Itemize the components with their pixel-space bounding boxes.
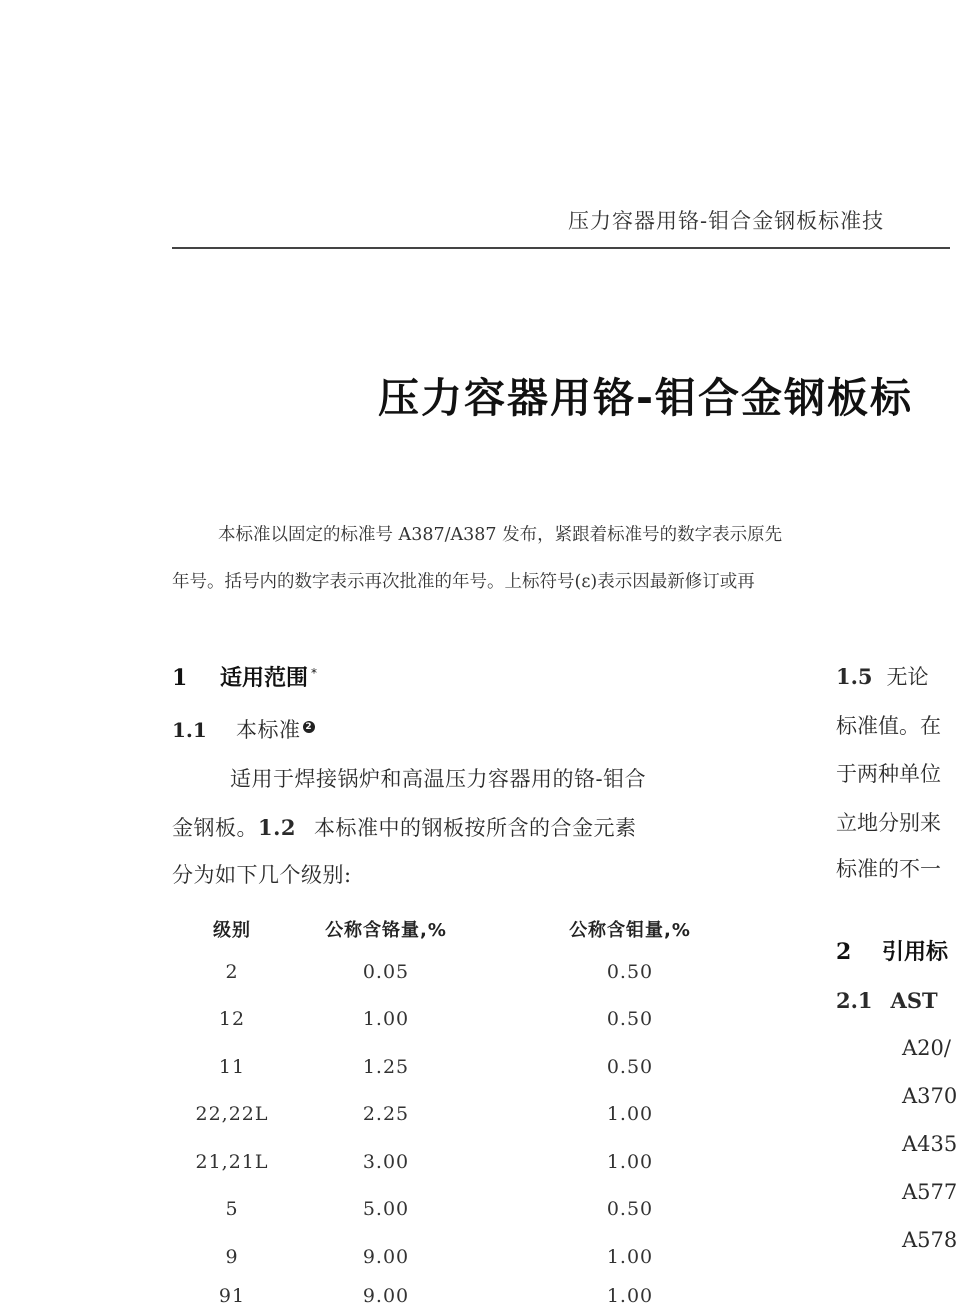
para-line-1: 适用于焊接锅炉和高温压力容器用的铬-钼合: [230, 767, 647, 791]
subsection-1-2-number: 1.2: [258, 815, 297, 840]
table-row: [172, 1043, 780, 1091]
section-title: 引用标: [882, 940, 949, 965]
table-row: [172, 1186, 780, 1234]
grades-table: [172, 910, 780, 1311]
cell-molybdenum: 0.50: [606, 1198, 654, 1221]
cell-grade: 91: [218, 1284, 246, 1307]
subsection-text: 无论: [886, 665, 929, 689]
right-line-4: 立地分别来: [836, 811, 941, 835]
cell-molybdenum: 1.00: [606, 1150, 654, 1173]
reference-item: A577: [902, 1180, 957, 1204]
section-2-heading: [836, 935, 948, 966]
section-1-heading: [172, 661, 317, 692]
section-title: 适用范围: [220, 666, 309, 691]
subsection-number: 1.5: [836, 664, 873, 689]
table-row: [172, 1281, 780, 1311]
cell-grade: 9: [225, 1245, 239, 1268]
header-rule: [172, 247, 950, 249]
table-row: [172, 996, 780, 1044]
right-line-3: 于两种单位: [836, 762, 941, 786]
section-number: 1: [172, 665, 188, 691]
right-line-5: 标准的不一: [836, 857, 941, 881]
reference-item: A578: [902, 1228, 957, 1252]
para-text: 本标准中的钢板按所含的合金元素: [314, 816, 637, 840]
cell-molybdenum: 0.50: [606, 1008, 654, 1031]
table-row: [172, 1138, 780, 1186]
header-grade: 级别: [213, 920, 251, 941]
header-molybdenum: 公称含钼量,%: [569, 920, 691, 941]
reference-item: A20/: [902, 1036, 951, 1060]
cell-chromium: 0.05: [362, 960, 410, 983]
cell-chromium: 5.00: [362, 1198, 410, 1221]
subsection-2-1: [836, 988, 938, 1013]
subsection-1-1: [172, 714, 315, 744]
document-title: 压力容器用铬-钼合金钢板标: [378, 374, 914, 422]
cell-molybdenum: 1.00: [606, 1245, 654, 1268]
subsection-text: AST: [890, 988, 938, 1013]
header-chromium: 公称含铬量,%: [325, 920, 447, 941]
subsection-1-5: [836, 661, 929, 691]
para-text: 金钢板。: [172, 816, 258, 840]
cell-chromium: 1.00: [362, 1008, 410, 1031]
table-row: [172, 1091, 780, 1139]
running-head: 压力容器用铬-钼合金钢板标准技: [568, 209, 885, 233]
para-line-3: 分为如下几个级别:: [172, 863, 352, 887]
cell-molybdenum: 0.50: [606, 1055, 654, 1078]
cell-grade: 21,21L: [195, 1150, 269, 1173]
cell-chromium: 2.25: [362, 1103, 410, 1126]
cell-chromium: 3.00: [362, 1150, 410, 1173]
table-header-row: [172, 910, 780, 948]
cell-chromium: 9.00: [362, 1284, 410, 1307]
section-asterisk: *: [311, 665, 318, 680]
table-row: [172, 1233, 780, 1281]
footnote-marker: 2: [303, 721, 315, 733]
intro-line-1: 本标准以固定的标准号 A387/A387 发布，紧跟着标准号的数字表示原先: [218, 525, 783, 545]
reference-item: A435: [902, 1132, 957, 1156]
cell-grade: 22,22L: [195, 1103, 269, 1126]
cell-molybdenum: 0.50: [606, 960, 654, 983]
subsection-title: 本标准: [236, 718, 301, 742]
section-number: 2: [836, 939, 852, 965]
subsection-number: 1.1: [172, 718, 207, 742]
cell-grade: 12: [218, 1008, 246, 1031]
cell-grade: 2: [225, 960, 239, 983]
table-row: [172, 948, 780, 996]
cell-molybdenum: 1.00: [606, 1284, 654, 1307]
subsection-number: 2.1: [836, 988, 873, 1013]
cell-grade: 5: [225, 1198, 239, 1221]
cell-chromium: 9.00: [362, 1245, 410, 1268]
intro-line-2: 年号。括号内的数字表示再次批准的年号。上标符号(ε)表示因最新修订或再: [172, 572, 755, 592]
reference-item: A370: [902, 1084, 957, 1108]
cell-grade: 11: [218, 1055, 246, 1078]
right-line-2: 标准值。在: [836, 714, 941, 738]
para-line-2: [172, 812, 637, 842]
cell-molybdenum: 1.00: [606, 1103, 654, 1126]
cell-chromium: 1.25: [362, 1055, 410, 1078]
